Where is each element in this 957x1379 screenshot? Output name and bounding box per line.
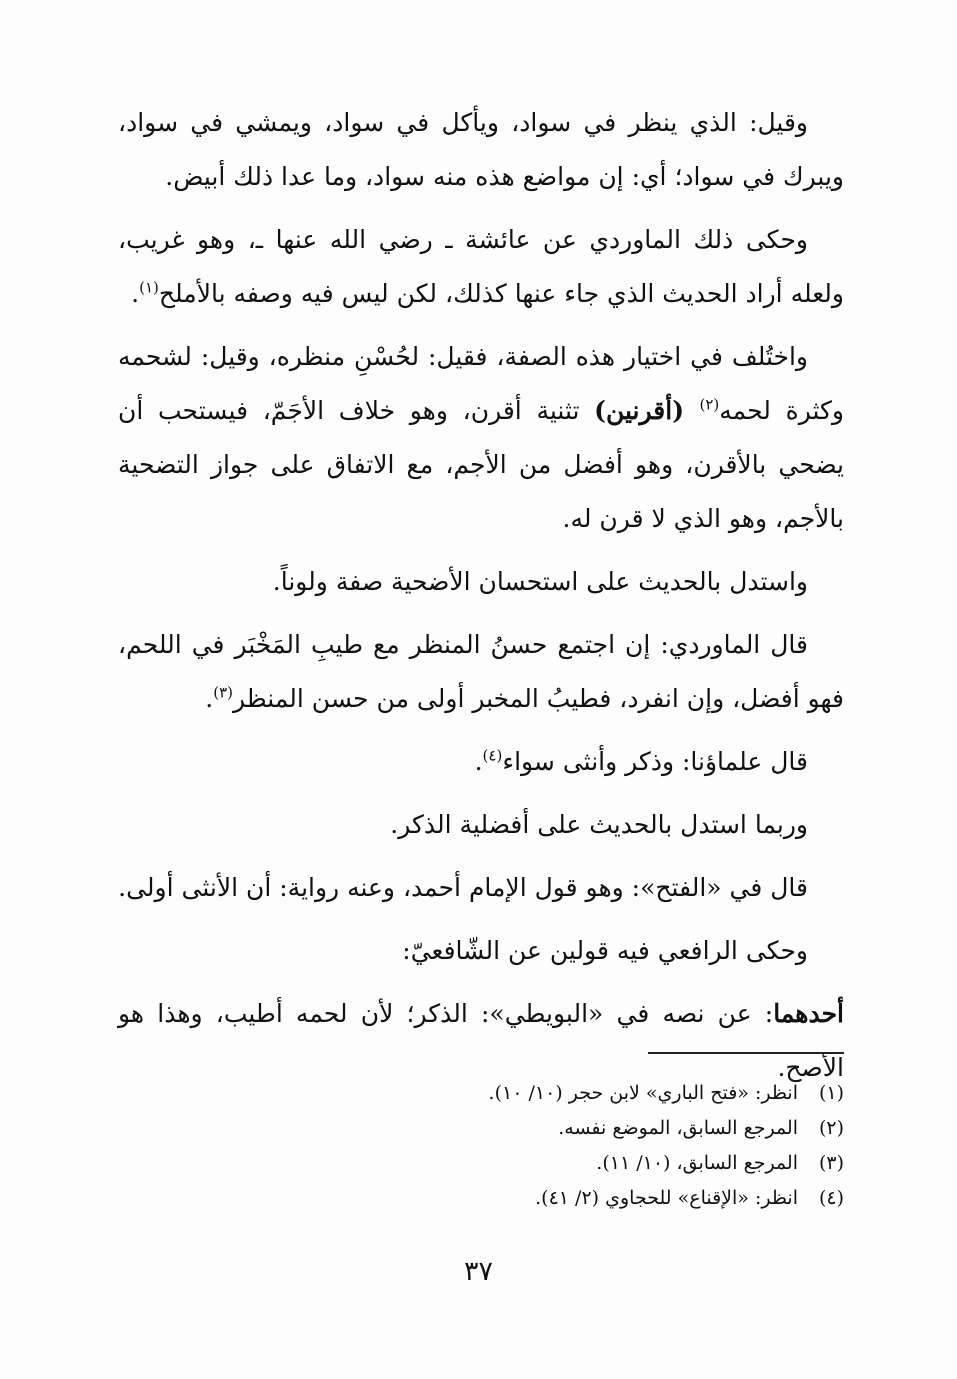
footnote-text: انظر: «فتح الباري» لابن حجر (١٠/ ١٠). (488, 1082, 798, 1104)
paragraph-text: قال علماؤنا: وذكر وأنثى سواء (502, 747, 808, 776)
paragraph (118, 798, 844, 852)
footnote-number: (٣) (818, 1152, 844, 1174)
paragraph (118, 330, 844, 546)
footnote-text: المرجع السابق، (١٠/ ١١). (596, 1152, 798, 1174)
bold-term: (أقرنين) (594, 396, 700, 425)
main-text (118, 96, 844, 1104)
paragraph (118, 618, 844, 726)
paragraph-text: وربما استدل بالحديث على أفضلية الذكر. (390, 810, 808, 839)
paragraph-text: واختُلف في اختيار هذه الصفة، فقيل: لحُسْنِ منظره، وقيل: لشحمه وكثرة لحمه (118, 342, 844, 425)
page-number: ٣٧ (463, 1256, 493, 1287)
paragraph-tail: . (131, 279, 140, 308)
footnote (118, 1146, 844, 1181)
paragraph (118, 555, 844, 609)
footnote-marker: (٢) (699, 395, 720, 414)
footnote-number: (٢) (818, 1117, 844, 1139)
footnote (118, 1181, 844, 1216)
footnote-marker: (٤) (482, 746, 503, 765)
paragraph (118, 213, 844, 321)
paragraph-text: قال في «الفتح»: وهو قول الإمام أحمد، وعنه رواية: أن الأنثى أولى. (118, 873, 808, 902)
paragraph-text: وقيل: الذي ينظر في سواد، ويأكل في سواد، ويمشي في سواد، ويبرك في سواد؛ أي: إن مواضع هذه منه سواد، وما عدا ذلك أبيض. (118, 108, 844, 191)
footnote-text: المرجع السابق، الموضع نفسه. (558, 1117, 798, 1139)
footnote (118, 1076, 844, 1111)
footnote-marker: (٣) (213, 683, 233, 702)
paragraph (118, 96, 844, 204)
paragraph-text: : عن نصه في «البويطي»: الذكر؛ لأن لحمه أطيب، وهذا هو الأصح. (118, 999, 844, 1082)
paragraph-text: وحكى الرافعي فيه قولين عن الشّافعيّ: (402, 936, 808, 965)
paragraph (118, 861, 844, 915)
paragraph-tail: . (205, 684, 214, 713)
footnote (118, 1111, 844, 1146)
footnote-number: (١) (818, 1082, 844, 1104)
paragraph-tail: تثنية أقرن، وهو خلاف الأجَمّ، فيستحب أن يضحي بالأقرن، وهو أفضل من الأجم، مع الاتفاق على جواز التضحية بالأجم، وهو الذي لا قرن له. (118, 396, 844, 533)
bold-lead: أحدهما (773, 999, 844, 1028)
paragraph-text: قال الماوردي: إن اجتمع حسنُ المنظر مع طيبِ المَخْبَر في اللحم، فهو أفضل، وإن انفرد، فطيبُ المخبر أولى من حسن المنظر (118, 630, 844, 713)
paragraph-tail: . (474, 747, 483, 776)
footnotes (118, 1076, 844, 1216)
paragraph-text: واستدل بالحديث على استحسان الأضحية صفة ولوناً. (272, 567, 808, 596)
footnote-marker: (١) (139, 278, 159, 297)
paragraph-text: وحكى ذلك الماوردي عن عائشة ـ رضي الله عنها ـ، وهو غريب، ولعله أراد الحديث الذي جاء عنها كذلك، لكن ليس فيه وصفه بالأملح (118, 225, 844, 308)
footnote-text: انظر: «الإقناع» للحجاوي (٢/ ٤١). (535, 1187, 798, 1209)
footnote-number: (٤) (818, 1187, 844, 1209)
paragraph (118, 924, 844, 978)
paragraph (118, 735, 844, 789)
footnote-divider (648, 1052, 844, 1054)
